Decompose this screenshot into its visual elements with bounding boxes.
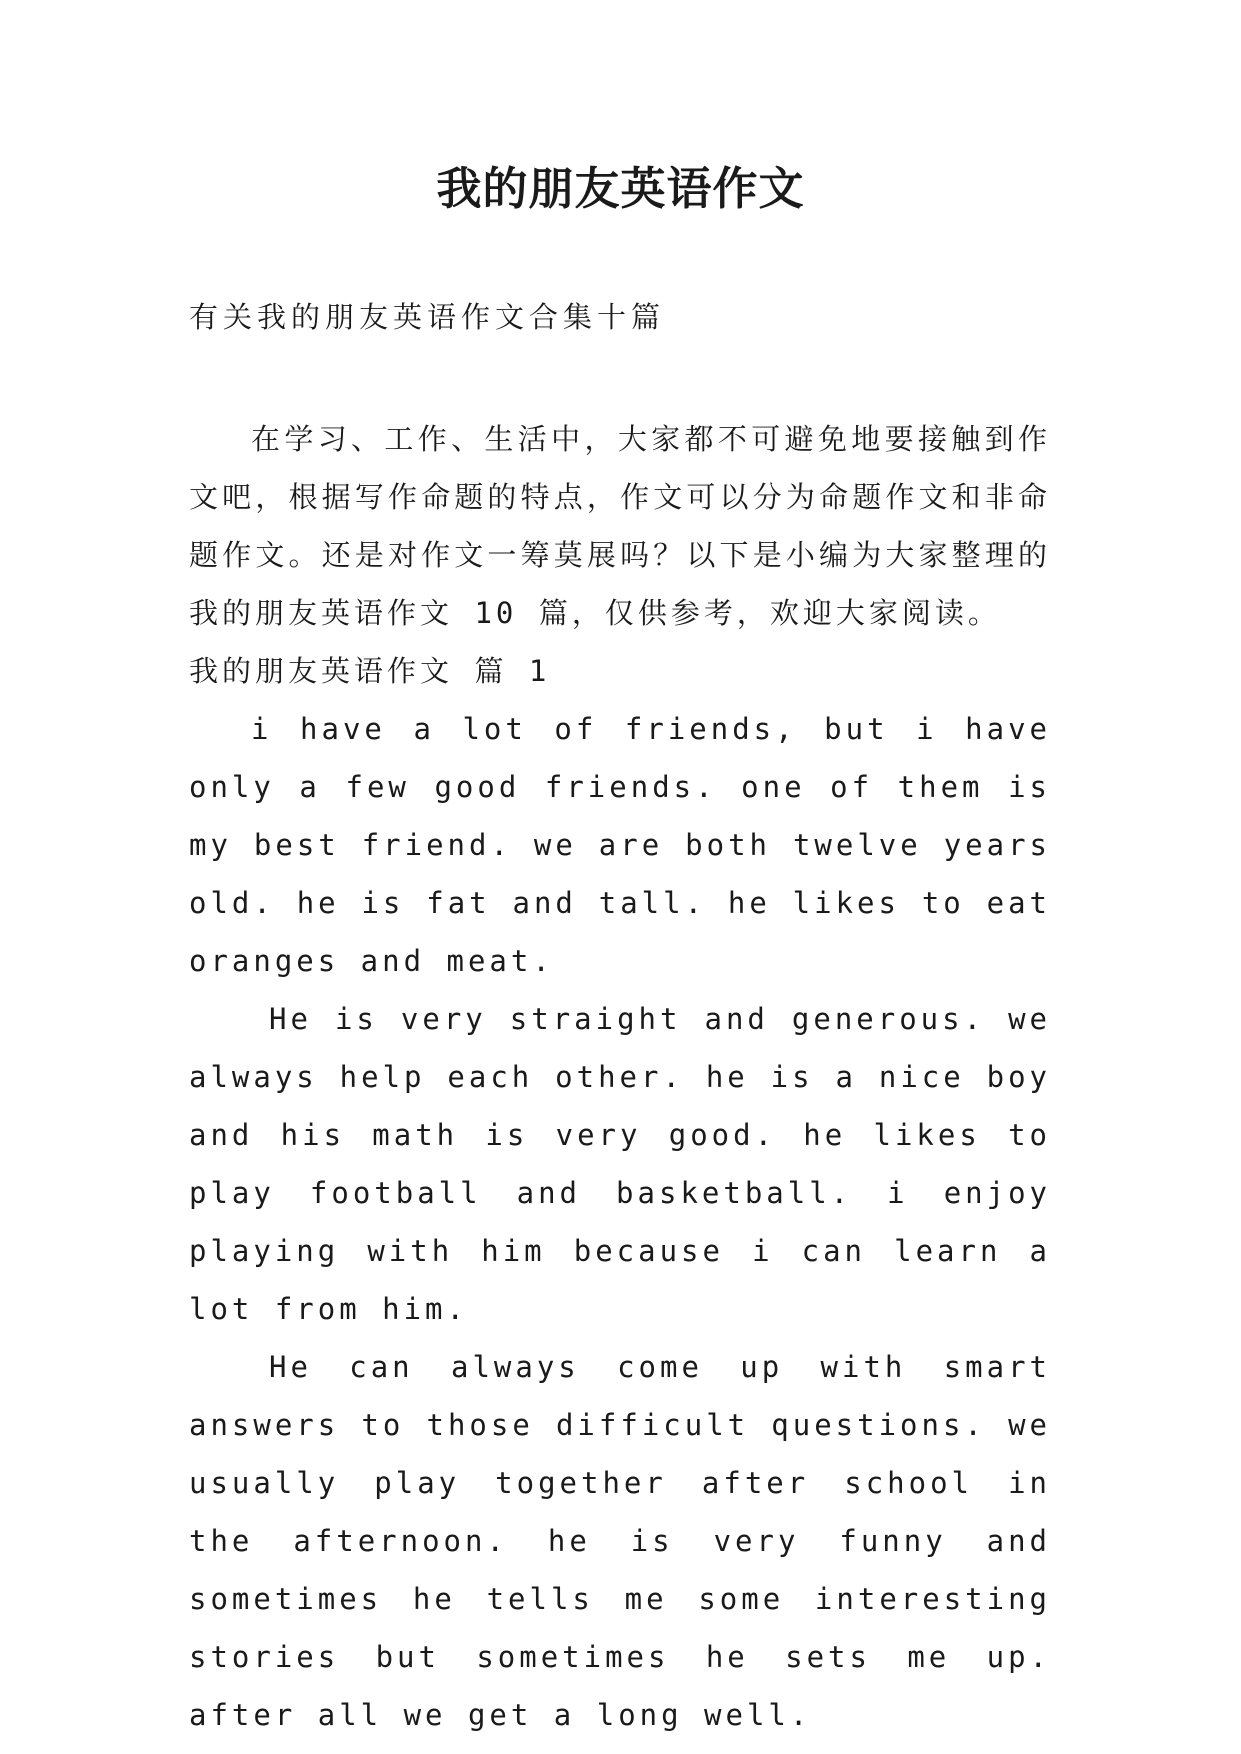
section-heading: 我的朋友英语作文 篇 1 [189,654,551,688]
body-paragraph-2: He is very straight and generous. we always help each other. he is a nice boy and his math is very good. he likes to play football and basketball. i enjoy playing with him because i can learn a lot from him. [189,1002,1051,1326]
document-subtitle: 有关我的朋友英语作文合集十篇 [189,300,666,334]
document-body [189,410,1051,1744]
document-title: 我的朋友英语作文 [436,162,805,215]
body-paragraph-3: He can always come up with smart answers to those difficult questions. we usually play together after school in the afternoon. he is very funny and sometimes he tells me some interesting stories but sometimes he sets me up. after all we get a long well. [189,1350,1051,1732]
intro-paragraph: 在学习、工作、生活中，大家都不可避免地要接触到作文吧，根据写作命题的特点，作文可以分为命题作文和非命题作文。还是对作文一筹莫展吗？以下是小编为大家整理的我的朋友英语作文 10 篇，仅供参考，欢迎大家阅读。 [189,422,1051,630]
body-paragraph-1: i have a lot of friends, but i have only a few good friends. one of them is my best friend. we are both twelve years old. he is fat and tall. he likes to eat oranges and meat. [189,712,1051,978]
